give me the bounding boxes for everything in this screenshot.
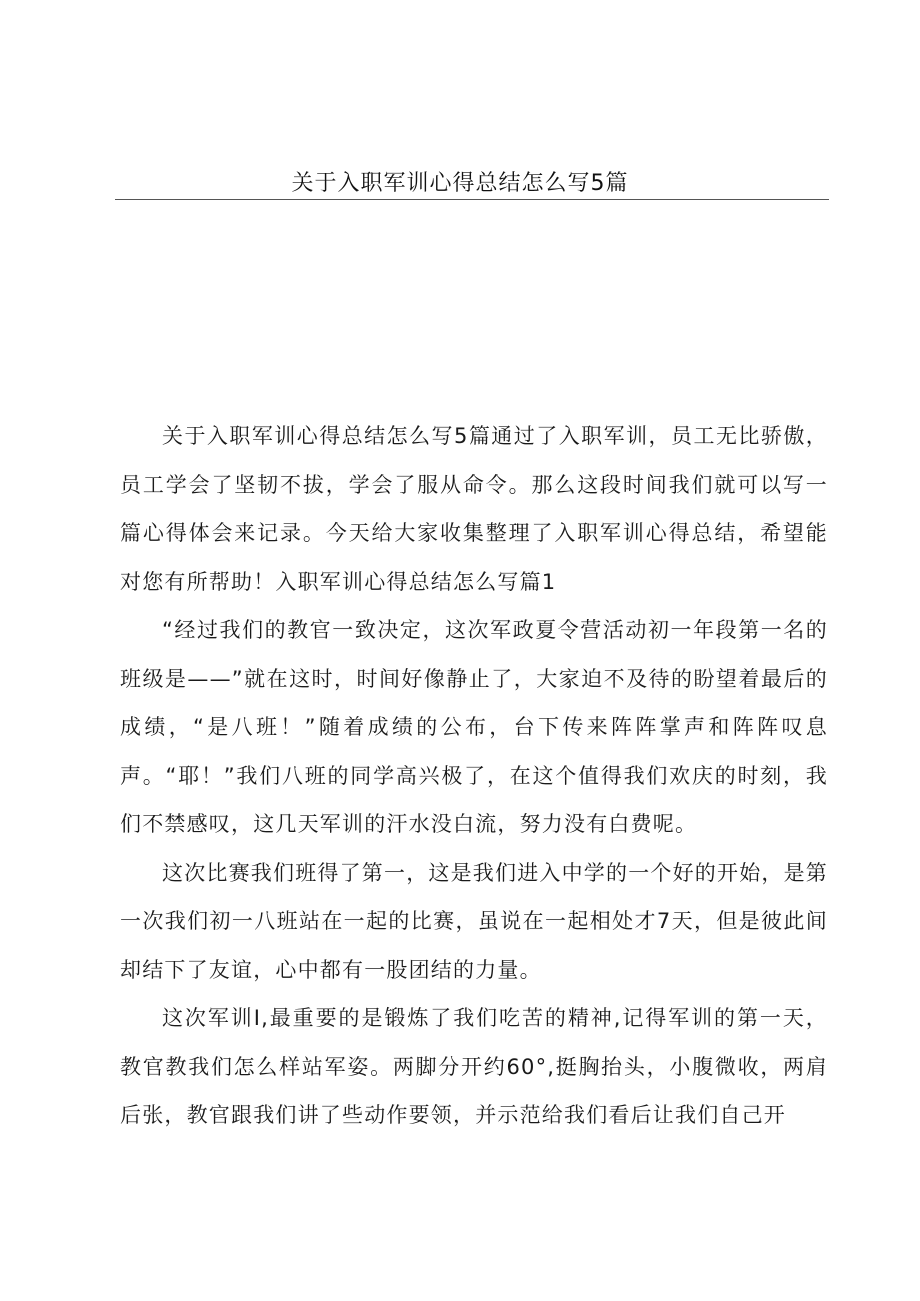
document-title: 关于入职军训心得总结怎么写5篇 <box>291 171 629 196</box>
paragraph-result-announcement: “经过我们的教官一致决定，这次军政夏令营活动初一年段第一名的班级是——”就在这时，时间好像静止了，大家迫不及待的盼望着最后的成绩，“是八班！”随着成绩的公布，台下传来阵阵掌声和阵阵叹息声。“耶！”我们八班的同学高兴极了，在这个值得我们欢庆的时刻，我们不禁感叹，这几天军训的汗水没白流，努力没有白费呢。 <box>120 618 828 836</box>
paragraph-intro: 关于入职军训心得总结怎么写5篇通过了入职军训，员工无比骄傲，员工学会了坚韧不拔，学会了服从命令。那么这段时间我们就可以写一篇心得体会来记录。今天给大家收集整理了入职军训心得总结，希望能对您有所帮助！入职军训心得总结怎么写篇1 <box>120 424 828 594</box>
paragraph-training-experience: 这次军训I,最重要的是锻炼了我们吃苦的精神,记得军训的第一天，教官教我们怎么样站军姿。两脚分开约60°,挺胸抬头，小腹微收，两肩后张，教官跟我们讲了些动作要领，并示范给我们看后让我们自己开 <box>120 1006 828 1127</box>
paragraph-first-place: 这次比赛我们班得了第一，这是我们进入中学的一个好的开始，是第一次我们初一八班站在一起的比赛，虽说在一起相处才7天，但是彼此间却结下了友谊，心中都有一股团结的力量。 <box>120 860 828 982</box>
title-divider <box>115 199 829 200</box>
document-body <box>120 412 828 1140</box>
